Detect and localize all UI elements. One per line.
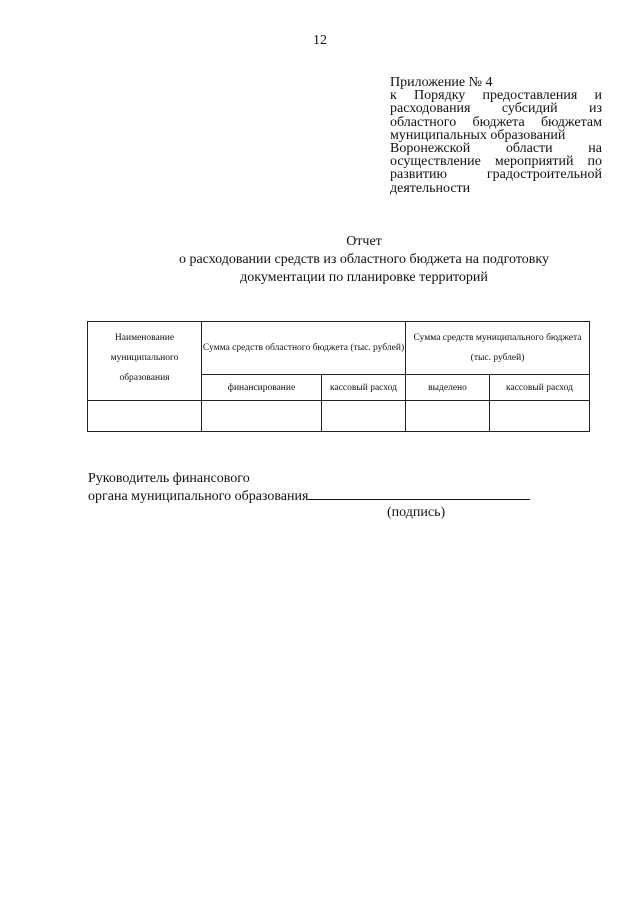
signature-block (88, 470, 530, 505)
appendix-word: мероприятий (494, 154, 574, 170)
header-allocated: выделено (406, 375, 490, 401)
appendix-word: области (505, 141, 553, 157)
table-cell (88, 401, 202, 432)
appendix-line: деятельности (390, 180, 471, 196)
table-cell (322, 401, 406, 432)
report-subtitle-line: о расходовании средств из областного бюджета на подготовку (178, 252, 550, 267)
appendix-word: Порядку (414, 88, 466, 104)
header-cash-expense-regional: кассовый расход (322, 375, 406, 401)
report-subtitle-line: документации по планировке территорий (240, 270, 488, 285)
header-cash-expense-municipal: кассовый расход (490, 375, 590, 401)
signature-line (308, 487, 530, 500)
appendix-word: субсидий (501, 101, 558, 117)
appendix-line: муниципальных образований (390, 127, 566, 143)
appendix-word: предоставления (482, 88, 578, 104)
report-title-block (0, 233, 640, 287)
appendix-word: осуществление (390, 154, 481, 170)
appendix-word: и (594, 88, 602, 104)
appendix-word: расходования (390, 101, 471, 117)
appendix-line: Приложение № 4 (390, 75, 493, 90)
signature-label-text: органа муниципального образования (88, 489, 309, 504)
table-cell (406, 401, 490, 432)
table-cell (202, 401, 322, 432)
header-municipality-name: Наименование муниципального образования (88, 322, 202, 401)
report-title: Отчет (346, 234, 382, 249)
appendix-line (390, 168, 602, 181)
header-municipal-budget: Сумма средств муниципального бюджета (тыс. рублей) (406, 322, 590, 375)
appendix-line (390, 102, 602, 115)
appendix-word: из (588, 101, 602, 117)
header-regional-budget: Сумма средств областного бюджета (тыс. рублей) (202, 322, 406, 375)
report-table (87, 321, 590, 432)
appendix-line (390, 116, 602, 129)
signature-label (88, 487, 530, 505)
appendix-word: по (587, 154, 602, 170)
appendix-word: бюджетам (540, 114, 602, 130)
signature-label: Руководитель финансового (88, 471, 250, 486)
appendix-word: бюджета (472, 114, 525, 130)
appendix-note (390, 76, 602, 195)
appendix-word: градостроительной (486, 167, 602, 183)
signature-caption: (подпись) (387, 505, 446, 520)
header-financing: финансирование (202, 375, 322, 401)
appendix-word: Воронежской (390, 141, 471, 157)
appendix-word: областного (390, 114, 457, 130)
table-cell (490, 401, 590, 432)
table-row (88, 401, 590, 432)
page-number: 12 (313, 33, 327, 48)
appendix-word: развитию (390, 167, 447, 183)
appendix-word: к (390, 88, 397, 104)
appendix-word: на (588, 141, 602, 157)
